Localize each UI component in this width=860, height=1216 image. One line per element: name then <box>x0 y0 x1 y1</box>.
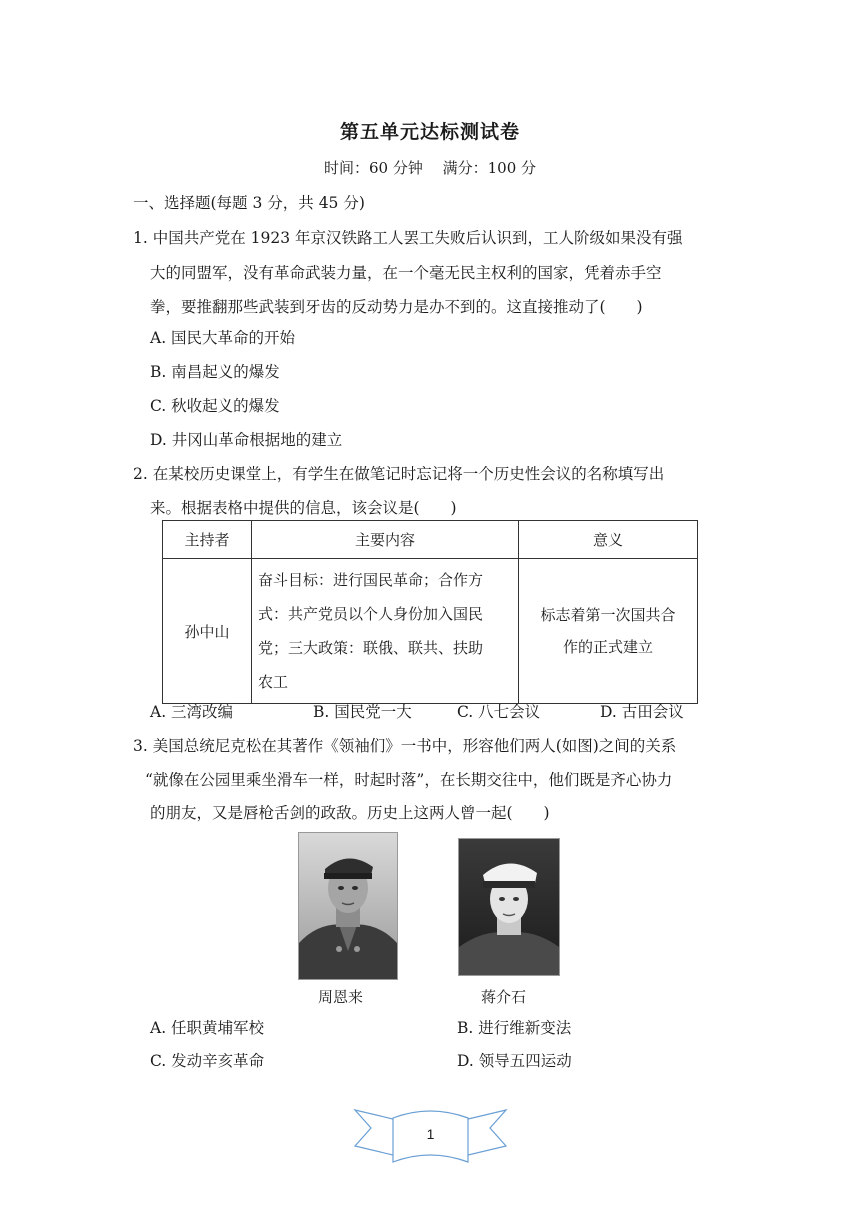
q1-line-2: 大的同盟军，没有革命武装力量，在一个毫无民主权利的国家，凭着赤手空 <box>150 264 662 282</box>
q1-line-3: 拳，要推翻那些武装到牙齿的反动势力是办不到的。这直接推动了( ) <box>150 298 643 316</box>
table-header-host: 主持者 <box>163 521 252 559</box>
meeting-info-table <box>162 520 698 704</box>
caption-zhou: 周恩来 <box>318 988 364 1006</box>
page-number: 1 <box>426 1126 435 1142</box>
meaning-line: 标志着第一次国共合 <box>540 606 676 624</box>
section-heading: 一、选择题(每题 3 分，共 45 分) <box>133 194 365 212</box>
caption-chiang: 蒋介石 <box>481 988 527 1006</box>
q3-option-a: A. 任职黄埔军校 <box>150 1019 265 1037</box>
table-row <box>163 559 698 704</box>
portrait-image <box>459 839 559 975</box>
content-line: 式：共产党员以个人身份加入国民 <box>258 605 484 623</box>
meaning-line: 作的正式建立 <box>562 638 653 656</box>
table-header-meaning: 意义 <box>519 521 698 559</box>
q3-option-b: B. 进行维新变法 <box>457 1019 572 1037</box>
q1-line-1: 1. 中国共产党在 1923 年京汉铁路工人罢工失败后认识到，工人阶级如果没有强 <box>133 229 683 247</box>
content-line: 党；三大政策：联俄、联共、扶助 <box>258 639 484 657</box>
q3-line-3: 的朋友，又是唇枪舌剑的政敌。历史上这两人曾一起( ) <box>150 804 550 822</box>
table-cell-content <box>252 559 519 704</box>
page-number-banner <box>353 1104 508 1166</box>
q2-option-d: D. 古田会议 <box>600 703 684 721</box>
q2-option-c: C. 八七会议 <box>457 703 541 721</box>
q2-option-b: B. 国民党一大 <box>313 703 412 721</box>
exam-info: 时间：60 分钟 满分：100 分 <box>323 159 537 177</box>
page-title: 第五单元达标测试卷 <box>339 121 520 143</box>
q1-option-d: D. 井冈山革命根据地的建立 <box>150 431 343 449</box>
portrait-image <box>299 833 397 979</box>
q3-line-2: “就像在公园里乘坐滑车一样，时起时落”，在长期交往中，他们既是齐心协力 <box>145 771 673 789</box>
q3-option-c: C. 发动辛亥革命 <box>150 1052 265 1070</box>
table-header-content: 主要内容 <box>252 521 519 559</box>
table-cell-host: 孙中山 <box>163 559 252 704</box>
portrait-photo-zhou <box>298 832 398 980</box>
q3-option-d: D. 领导五四运动 <box>457 1052 572 1070</box>
q1-option-c: C. 秋收起义的爆发 <box>150 397 280 415</box>
q2-option-a: A. 三湾改编 <box>150 703 234 721</box>
q3-line-1: 3. 美国总统尼克松在其著作《领袖们》一书中，形容他们两人(如图)之间的关系 <box>133 737 677 755</box>
portrait-photo-chiang <box>458 838 560 976</box>
q2-line-1: 2. 在某校历史课堂上，有学生在做笔记时忘记将一个历史性会议的名称填写出 <box>133 465 665 483</box>
table-cell-meaning <box>519 559 698 704</box>
q2-line-2: 来。根据表格中提供的信息，该会议是( ) <box>150 499 457 517</box>
content-line: 奋斗目标：进行国民革命；合作方 <box>258 571 484 589</box>
table-header-row <box>163 521 698 559</box>
q1-option-a: A. 国民大革命的开始 <box>150 329 296 347</box>
content-line: 农工 <box>258 673 289 691</box>
q1-option-b: B. 南昌起义的爆发 <box>150 363 280 381</box>
